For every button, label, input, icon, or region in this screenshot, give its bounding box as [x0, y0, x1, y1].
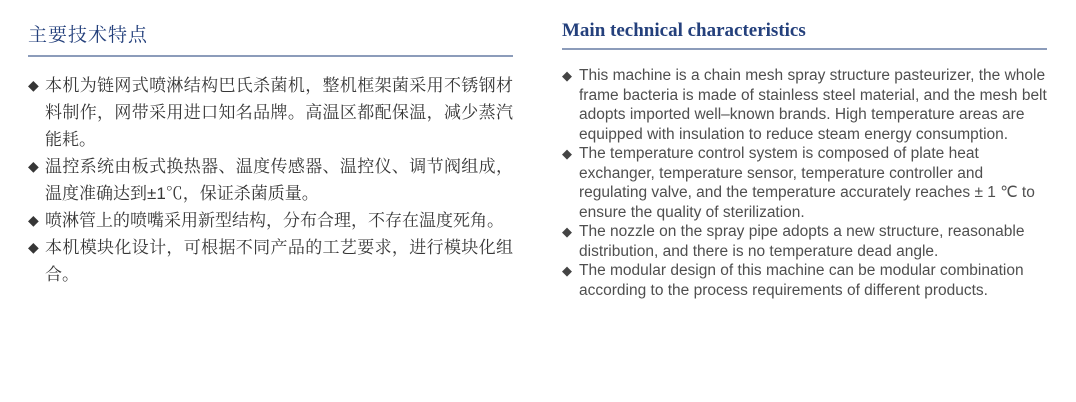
diamond-bullet-icon: ◆ [28, 158, 39, 174]
diamond-bullet-icon: ◆ [562, 224, 572, 239]
bullet-text: The modular design of this machine can be modular combination according to the process requirements of different products. [579, 262, 1024, 299]
feature-list-cn [28, 72, 513, 288]
bullet-item [28, 72, 513, 153]
bullet-item [28, 234, 513, 288]
diamond-bullet-icon: ◆ [28, 77, 39, 93]
diamond-bullet-icon: ◆ [562, 263, 572, 278]
section-technical-features-en [562, 20, 1047, 402]
diamond-bullet-icon: ◆ [28, 212, 39, 228]
bullet-text: The nozzle on the spray pipe adopts a new structure, reasonable distribution, and there is no temperature dead angle. [579, 223, 1025, 260]
bullet-item [562, 144, 1047, 222]
bullet-item [562, 222, 1047, 261]
section-title-en: Main technical characteristics [562, 20, 1047, 50]
diamond-bullet-icon: ◆ [562, 68, 572, 83]
bullet-text: This machine is a chain mesh spray structure pasteurizer, the whole frame bacteria is made of stainless steel material, and the mesh belt adopts imported well–known brands. High temperature areas are equipped with insulation to reduce steam energy consumption. [579, 67, 1047, 143]
bullet-item [28, 207, 513, 234]
bullet-item [562, 261, 1047, 300]
bullet-text: 本机为链网式喷淋结构巴氏杀菌机，整机框架菌采用不锈钢材料制作，网带采用进口知名品牌。高温区都配保温，减少蒸汽能耗。 [45, 76, 513, 149]
bullet-text: 喷淋管上的喷嘴采用新型结构，分布合理，不存在温度死角。 [45, 211, 504, 230]
bullet-text: The temperature control system is composed of plate heat exchanger, temperature sensor, temperature controller and regulating valve, and the temperature accurately reaches ± 1 ℃ to ensure the quality of sterilization. [579, 145, 1035, 221]
bullet-item [562, 66, 1047, 144]
section-title-cn: 主要技术特点 [28, 20, 513, 57]
diamond-bullet-icon: ◆ [28, 239, 39, 255]
bullet-item [28, 153, 513, 207]
bullet-text: 温控系统由板式换热器、温度传感器、温控仪、调节阀组成，温度准确达到±1℃，保证杀菌质量。 [45, 157, 513, 203]
bullet-text: 本机模块化设计，可根据不同产品的工艺要求，进行模块化组合。 [45, 238, 513, 284]
feature-list-en [562, 66, 1047, 300]
diamond-bullet-icon: ◆ [562, 146, 572, 161]
section-technical-features-cn [28, 20, 513, 402]
